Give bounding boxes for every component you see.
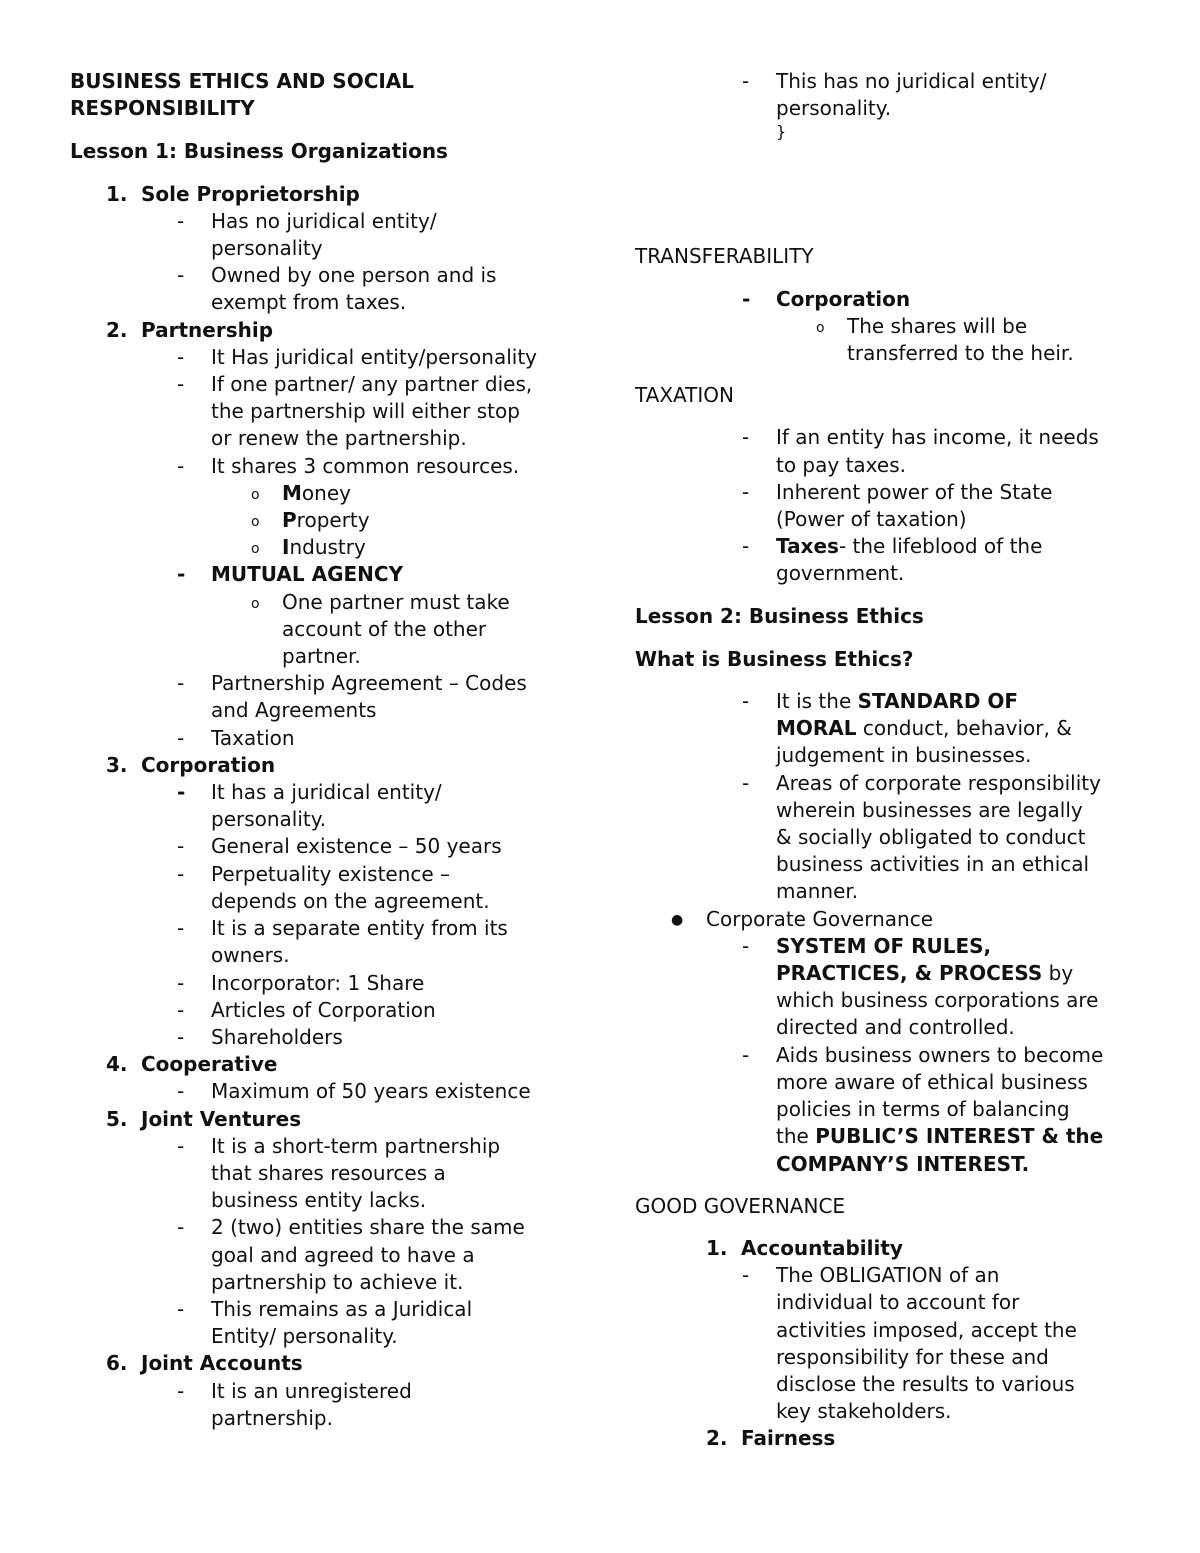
bullet-text: If one partner/ any partner dies,	[211, 372, 533, 397]
bullet	[70, 970, 590, 997]
bullet	[70, 997, 590, 1024]
bullet-dot-icon: ●	[671, 911, 684, 928]
bullet	[635, 688, 1155, 770]
bullet-text: General existence – 50 years	[211, 834, 502, 859]
bullet-text: owners.	[211, 943, 290, 968]
bullet-text: goal and agreed to have a	[211, 1242, 475, 1267]
bullet	[70, 833, 590, 860]
bullet-text: partnership.	[211, 1405, 333, 1430]
bullet-text: activities imposed, accept the	[776, 1317, 1077, 1342]
bullet	[635, 1262, 1155, 1425]
doc-title-line1: BUSINESS ETHICS AND SOCIAL	[70, 69, 415, 93]
circle-marker: o	[816, 319, 825, 336]
bullet-text: disclose the results to various	[776, 1371, 1075, 1396]
bullet-text: (Power of taxation)	[776, 507, 967, 532]
bullet-text: It is a separate entity from its	[211, 916, 508, 941]
sub-bullet	[70, 534, 590, 561]
bullet-text: This has no juridical entity/	[776, 69, 1047, 93]
bullet-text: Incorporator: 1 Share	[211, 970, 425, 995]
item-number: 1.	[106, 181, 128, 206]
item-number: 5.	[106, 1106, 128, 1131]
dash-marker: -	[742, 534, 750, 559]
bold-term: Taxes	[776, 534, 839, 559]
dash-marker: -	[177, 453, 185, 478]
item-accountability	[635, 1235, 1155, 1262]
doc-title-line2: RESPONSIBILITY	[70, 96, 255, 121]
bullet	[70, 1214, 590, 1296]
bullet	[70, 453, 590, 480]
bullet-text: It Has juridical entity/personality	[211, 344, 537, 369]
item-partnership	[70, 317, 590, 344]
what-is-heading: What is Business Ethics?	[635, 646, 914, 671]
dash-marker: -	[742, 425, 750, 450]
bullet	[635, 1042, 1155, 1178]
dash-marker: -	[742, 69, 750, 93]
dash-marker: -	[177, 1378, 185, 1403]
corporate-governance-item	[635, 906, 1155, 933]
sub-bullet	[70, 480, 590, 507]
bullet-text: If an entity has income, it needs	[776, 425, 1099, 450]
bullet-text: It has a juridical entity/	[211, 780, 442, 805]
bullet	[70, 1133, 590, 1215]
dash-marker: -	[177, 861, 185, 886]
bullet-text: Taxation	[211, 725, 295, 750]
bullet	[70, 1078, 590, 1105]
bullet-text: Owned by one person and is	[211, 263, 497, 288]
bullet-text: the	[776, 1124, 816, 1149]
bullet-text: It shares 3 common resources.	[211, 453, 520, 478]
bullet	[70, 1024, 590, 1051]
sub-bullet	[70, 507, 590, 534]
dash-marker: -	[177, 725, 185, 750]
bullet-text: partnership to achieve it.	[211, 1269, 464, 1294]
dash-marker: -	[177, 1296, 185, 1321]
item-title: Joint Ventures	[141, 1106, 302, 1131]
bullet	[70, 561, 590, 588]
dash-marker: -	[742, 689, 750, 714]
dash-marker: -	[177, 562, 186, 587]
dash-marker: -	[177, 780, 186, 805]
bullet-text: that shares resources a	[211, 1160, 446, 1185]
bullet-text: conduct, behavior, &	[856, 716, 1072, 741]
bullet-text: It is an unregistered	[211, 1378, 412, 1403]
bullet-text: Articles of Corporation	[211, 997, 436, 1022]
bullet-text: This remains as a Juridical	[211, 1296, 473, 1321]
bullet-text: business activities in an ethical	[776, 852, 1090, 877]
dash-marker: -	[742, 479, 750, 504]
bullet-text: which business corporations are	[776, 988, 1099, 1013]
bullet	[70, 725, 590, 752]
dash-marker: -	[177, 344, 185, 369]
bullet	[70, 779, 590, 833]
bullet-text: the partnership will either stop	[211, 399, 520, 424]
bullet-text: Entity/ personality.	[211, 1324, 398, 1349]
bullet	[70, 915, 590, 969]
circle-marker: o	[251, 486, 260, 503]
item-title: Partnership	[141, 317, 274, 342]
circle-marker: o	[251, 514, 260, 531]
bullet-text: depends on the agreement.	[211, 888, 490, 913]
bullet-text: business entity lacks.	[211, 1188, 427, 1213]
bullet	[70, 371, 590, 453]
bullet	[635, 933, 1155, 1042]
circle-marker: o	[251, 541, 260, 558]
dash-marker: -	[742, 1263, 750, 1288]
resource-rest: roperty	[296, 508, 370, 533]
item-cooperative	[70, 1051, 590, 1078]
dash-marker: -	[177, 1024, 185, 1049]
bullet-text: Has no juridical entity/	[211, 208, 437, 233]
item-number: 2.	[106, 317, 128, 342]
bullet-text: key stakeholders.	[776, 1399, 952, 1424]
bullet	[635, 770, 1155, 906]
bold-term: PUBLIC’S INTEREST & the	[815, 1124, 1104, 1149]
right-column	[635, 68, 1155, 1453]
bullet-text: by	[1042, 961, 1074, 986]
item-title: Corporate Governance	[706, 906, 933, 931]
bullet-text: Areas of corporate responsibility	[776, 770, 1101, 795]
item-title: Cooperative	[141, 1052, 278, 1077]
bullet-text: and Agreements	[211, 698, 377, 723]
bullet-text: judgement in businesses.	[776, 743, 1032, 768]
bullet-text: The OBLIGATION of an	[776, 1263, 1000, 1288]
item-joint-ventures	[70, 1106, 590, 1133]
item-number: 6.	[106, 1351, 128, 1376]
item-number: 3.	[106, 752, 128, 777]
sub-bullet	[635, 313, 1155, 367]
circle-marker: o	[251, 595, 260, 612]
bullet-text: personality	[211, 236, 323, 261]
bullet	[70, 344, 590, 371]
bullet-text: transferred to the heir.	[847, 341, 1074, 366]
dash-marker: -	[742, 933, 750, 958]
bullet-text: policies in terms of balancing	[776, 1097, 1070, 1122]
dash-marker: -	[177, 372, 185, 397]
transferability-heading: TRANSFERABILITY	[635, 244, 814, 269]
bullet-text: more aware of ethical business	[776, 1069, 1088, 1094]
bullet-text: MUTUAL AGENCY	[211, 562, 404, 587]
dash-marker: -	[177, 1133, 185, 1158]
item-title: Accountability	[741, 1235, 903, 1260]
dash-marker: -	[177, 916, 185, 941]
bullet-text: wherein businesses are legally	[776, 797, 1083, 822]
bullet: - This has no juridical entity/ personality. }	[635, 68, 1155, 141]
bullet-text: personality.	[776, 96, 892, 121]
dash-marker: -	[177, 1215, 185, 1240]
bullet-text: One partner must take	[282, 589, 510, 614]
lesson1-heading: Lesson 1: Business Organizations	[70, 139, 448, 164]
bullet-text: exempt from taxes.	[211, 290, 407, 315]
bullet	[70, 208, 590, 262]
bullet	[635, 479, 1155, 533]
bullet-text: Inherent power of the State	[776, 479, 1053, 504]
bullet-text: or renew the partnership.	[211, 426, 467, 451]
item-title: Corporation	[141, 752, 276, 777]
bullet-text: 2 (two) entities share the same	[211, 1215, 525, 1240]
item-sole-proprietorship	[70, 181, 590, 208]
dash-marker: -	[177, 208, 185, 233]
bullet-text: to pay taxes.	[776, 452, 906, 477]
dash-marker: -	[742, 770, 750, 795]
bullet-text: Maximum of 50 years existence	[211, 1079, 531, 1104]
bullet-text: The shares will be	[847, 313, 1028, 338]
bullet-text: Shareholders	[211, 1024, 343, 1049]
bullet	[70, 670, 590, 724]
dash-marker: -	[742, 286, 751, 311]
item-number: 1.	[706, 1235, 728, 1260]
item-title: Fairness	[741, 1426, 836, 1451]
bullet	[635, 533, 1155, 587]
bold-term: COMPANY’S INTEREST.	[776, 1151, 1030, 1176]
bullet-text: - the lifeblood of the	[838, 534, 1043, 559]
item-fairness	[635, 1425, 1155, 1452]
bullet-text: & socially obligated to conduct	[776, 825, 1086, 850]
resource-initial: P	[282, 508, 297, 533]
left-column	[70, 68, 590, 1432]
item-corporation	[70, 752, 590, 779]
resource-rest: ndustry	[289, 535, 366, 560]
good-governance-heading: GOOD GOVERNANCE	[635, 1193, 846, 1218]
bullet-text: Partnership Agreement – Codes	[211, 671, 527, 696]
bold-term: PRACTICES, & PROCESS	[776, 961, 1043, 986]
bullet-text: Aids business owners to become	[776, 1042, 1104, 1067]
bullet	[635, 286, 1155, 313]
bullet	[70, 1378, 590, 1432]
bullet-text: individual to account for	[776, 1290, 1020, 1315]
bullet-text: partner.	[282, 644, 361, 669]
item-number: 4.	[106, 1052, 128, 1077]
bullet	[70, 1296, 590, 1350]
resource-initial: M	[282, 480, 302, 505]
sub-bullet	[70, 589, 590, 671]
bullet-text: It is a short-term partnership	[211, 1133, 501, 1158]
bold-term: MORAL	[776, 716, 857, 741]
dash-marker: -	[177, 1079, 185, 1104]
dash-marker: -	[177, 263, 185, 288]
resource-rest: oney	[301, 480, 351, 505]
bullet	[70, 262, 590, 316]
taxation-heading: TAXATION	[635, 383, 734, 408]
bullet-text: personality.	[211, 807, 327, 832]
item-title: Joint Accounts	[141, 1351, 303, 1376]
item-joint-accounts	[70, 1350, 590, 1377]
bullet-text: It is the	[776, 689, 858, 714]
dash-marker: -	[177, 970, 185, 995]
bullet-text: responsibility for these and	[776, 1344, 1049, 1369]
bullet	[70, 861, 590, 915]
bullet	[635, 424, 1155, 478]
bullet-text: Perpetuality existence –	[211, 861, 451, 886]
item-number: 2.	[706, 1426, 728, 1451]
bullet-text: Corporation	[776, 286, 911, 311]
bullet-text: account of the other	[282, 616, 487, 641]
bullet-text: government.	[776, 561, 905, 586]
dash-marker: -	[177, 834, 185, 859]
item-title: Sole Proprietorship	[141, 181, 360, 206]
resource-initial: I	[282, 535, 290, 560]
dash-marker: -	[742, 1042, 750, 1067]
lesson2-heading: Lesson 2: Business Ethics	[635, 603, 924, 628]
bold-term: STANDARD OF	[857, 689, 1019, 714]
bullet-text: directed and controlled.	[776, 1015, 1015, 1040]
bullet-text: manner.	[776, 879, 859, 904]
bold-term: SYSTEM OF RULES,	[776, 933, 992, 958]
dash-marker: -	[177, 671, 185, 696]
dash-marker: -	[177, 997, 185, 1022]
